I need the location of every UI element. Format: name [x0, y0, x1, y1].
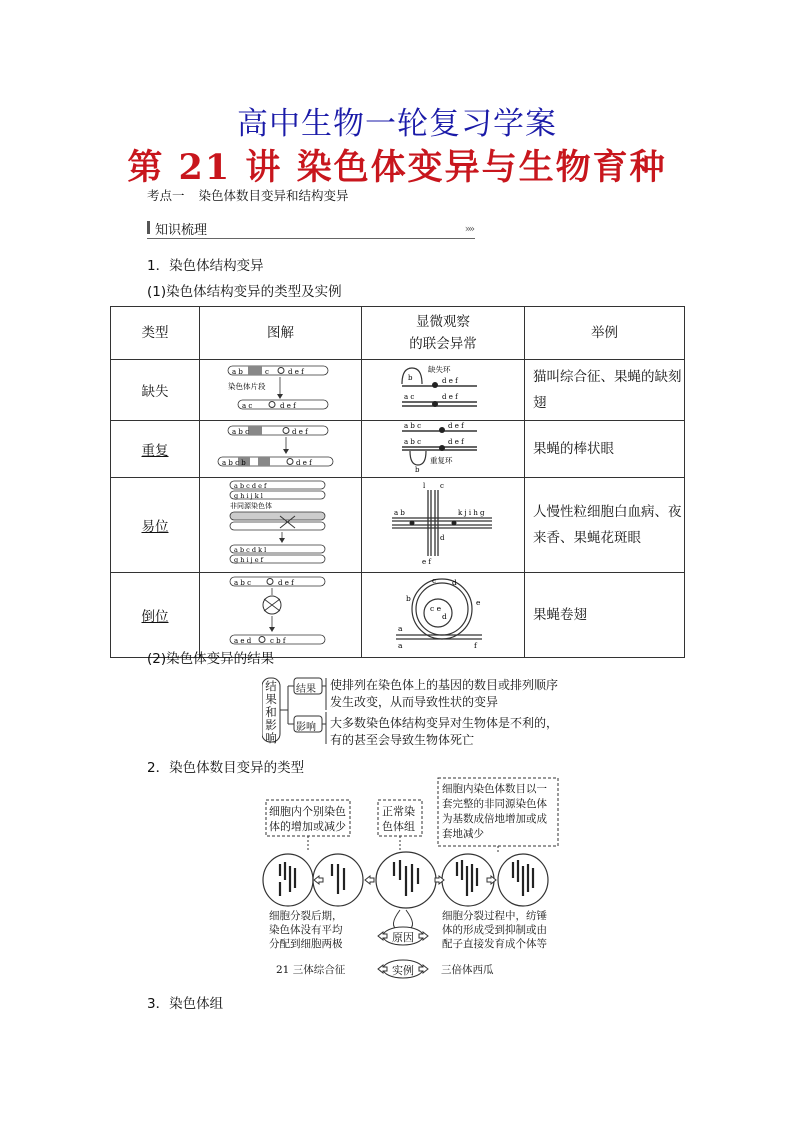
svg-text:b: b [408, 374, 413, 382]
svg-text:k j i h g: k j i h g [458, 509, 485, 517]
lecture-title: 第 21 讲 染色体变异与生物育种 [127, 147, 667, 188]
svg-text:c: c [265, 368, 269, 376]
table-row [111, 421, 685, 478]
example-right: 三倍体西瓜 [441, 964, 494, 976]
segment-label: 染色体片段 [228, 382, 266, 391]
col-diagram: 图解 [200, 307, 362, 360]
structure-table [110, 306, 685, 658]
svg-text:a b c: a b c [404, 438, 422, 446]
box-normal-l1: 正常染 [382, 805, 415, 818]
svg-text:a e d: a e d [234, 637, 252, 645]
svg-text:a b c: a b c [232, 428, 250, 436]
svg-text:e f: e f [422, 558, 431, 566]
result-text [330, 677, 558, 711]
box-normal-l2: 色体组 [382, 820, 415, 833]
row-type: 缺失 [111, 360, 200, 421]
svg-text:c: c [432, 576, 437, 585]
svg-text:c e: c e [430, 604, 442, 613]
box-normal [382, 804, 415, 834]
duplication-pairing [362, 421, 525, 478]
cause-label: 原因 [392, 931, 414, 944]
svg-text:d: d [452, 578, 457, 587]
cause-right-l2: 体的形成受到抑制或由 [442, 924, 547, 936]
translocation-diagram [200, 478, 362, 573]
box-set [442, 782, 547, 842]
example-left: 21 三体综合征 [276, 964, 346, 976]
svg-text:b: b [415, 466, 420, 473]
svg-text:a b: a b [394, 509, 405, 517]
section-header [147, 218, 475, 239]
box-set-l2: 套完整的非同源染色体 [442, 798, 547, 810]
deletion-diagram [200, 360, 362, 421]
example-label: 实例 [392, 964, 414, 977]
svg-text:g h i j e f: g h i j e f [234, 556, 264, 564]
col-observe-l1: 显微观察 [416, 314, 470, 330]
box-set-l1: 细胞内染色体数目以一 [442, 783, 547, 795]
chevrons-icon: »» [464, 224, 473, 235]
duplication-diagram [200, 421, 362, 478]
table-row [111, 573, 685, 658]
part3-heading: 3．染色体组 [147, 996, 224, 1012]
topic-label: 考点一 [147, 188, 185, 203]
col-observe [362, 307, 525, 360]
impact-text [330, 715, 558, 749]
topic-text: 染色体数目变异和结构变异 [198, 188, 349, 203]
deletion-pairing [362, 360, 525, 421]
svg-text:a: a [398, 641, 403, 650]
col-example: 举例 [525, 307, 685, 360]
impact-key: 影响 [296, 722, 316, 733]
svg-text:a: a [398, 624, 403, 633]
svg-text:d e f: d e f [448, 422, 464, 430]
cause-right-l3: 配子直接发育成个体等 [442, 938, 547, 950]
part1-sub1: (1)染色体结构变异的类型及实例 [147, 284, 342, 300]
svg-text:a b c d k l: a b c d k l [234, 546, 267, 554]
svg-text:d: d [440, 534, 445, 542]
box-individual-l2: 体的增加或减少 [269, 820, 346, 833]
table-header-row [111, 307, 685, 360]
cause-right-l1: 细胞分裂过程中，纺锤 [442, 910, 547, 922]
svg-text:a b c d e f: a b c d e f [234, 482, 267, 490]
row-example: 人慢性粒细胞白血病、夜来香、果蝇花斑眼 [525, 478, 685, 573]
box-set-l3: 为基数成倍地增加或成 [442, 813, 547, 825]
cause-left-l3: 分配到细胞两极 [269, 938, 343, 950]
impact-line-2: 有的甚至会导致生物体死亡 [330, 733, 475, 747]
topic-line [147, 186, 349, 204]
svg-text:d e f: d e f [448, 438, 464, 446]
cause-right [442, 909, 547, 951]
svg-text:a b c b: a b c b [222, 459, 246, 467]
result-side-label: 结果和影响 [265, 679, 277, 745]
inversion-diagram [200, 573, 362, 658]
svg-text:d e f: d e f [442, 377, 458, 385]
col-observe-l2: 的联会异常 [409, 336, 477, 352]
svg-text:d e f: d e f [278, 579, 294, 587]
section-bar [147, 221, 150, 234]
result-line-1: 使排列在染色体上的基因的数目或排列顺序 [330, 678, 559, 692]
svg-text:l: l [423, 482, 426, 490]
svg-text:d e f: d e f [292, 428, 308, 436]
svg-text:a b c: a b c [404, 422, 422, 430]
svg-text:e: e [476, 598, 481, 607]
svg-text:c b f: c b f [270, 637, 286, 645]
row-type: 重复 [111, 421, 200, 478]
svg-text:a c: a c [404, 393, 415, 401]
result-line-2: 发生改变，从而导致性状的变异 [330, 695, 499, 709]
result-key: 结果 [296, 684, 316, 695]
deletion-loop-label: 缺失环 [428, 365, 451, 374]
row-example: 果蝇卷翅 [525, 573, 685, 658]
svg-text:d e f: d e f [442, 393, 458, 401]
inversion-pairing [362, 573, 525, 658]
svg-text:a b c: a b c [234, 579, 252, 587]
nonhomologous-label: 非同源染色体 [230, 502, 272, 510]
table-row [111, 478, 685, 573]
table-row [111, 360, 685, 421]
svg-text:d e f: d e f [296, 459, 312, 467]
svg-text:d e f: d e f [288, 368, 304, 376]
box-individual [269, 804, 346, 834]
translocation-pairing [362, 478, 525, 573]
svg-text:a b: a b [232, 368, 243, 376]
col-type: 类型 [111, 307, 200, 360]
part2-heading: 2．染色体数目变异的类型 [147, 760, 305, 776]
box-individual-l1: 细胞内个别染色 [269, 805, 346, 818]
box-set-l4: 套地减少 [442, 828, 484, 840]
row-type: 易位 [111, 478, 200, 573]
svg-text:d e f: d e f [280, 402, 296, 410]
svg-text:g h i j k l: g h i j k l [234, 492, 263, 500]
svg-text:c: c [440, 482, 444, 490]
svg-text:b: b [406, 594, 411, 603]
dup-loop-label: 重复环 [430, 456, 453, 465]
svg-text:a c: a c [242, 402, 253, 410]
svg-text:f: f [474, 641, 477, 650]
cause-left-l2: 染色体没有平均 [269, 924, 343, 936]
part1-heading: 1．染色体结构变异 [147, 258, 264, 274]
impact-line-1: 大多数染色体结构变异对生物体是不利的， [330, 716, 559, 730]
part1-sub2: (2)染色体变异的结果 [147, 651, 275, 667]
section-title: 知识梳理 [155, 223, 208, 238]
row-example: 果蝇的棒状眼 [525, 421, 685, 478]
svg-text:d: d [442, 612, 447, 621]
cause-left-l1: 细胞分裂后期， [269, 910, 343, 922]
doc-title: 高中生物一轮复习学案 [237, 106, 557, 142]
row-type: 倒位 [111, 573, 200, 658]
row-example: 猫叫综合征、果蝇的缺刻翅 [525, 360, 685, 421]
cause-left [269, 909, 343, 951]
